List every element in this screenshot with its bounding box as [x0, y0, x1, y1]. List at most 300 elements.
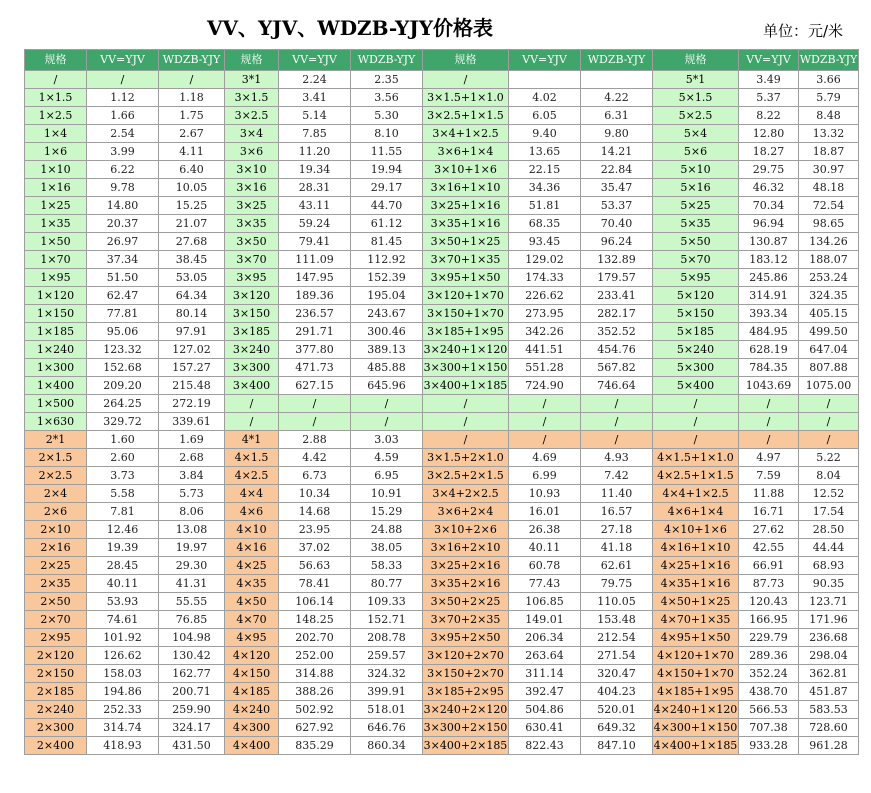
price-cell: 28.50 — [799, 521, 859, 539]
spec-cell: 5×95 — [653, 269, 739, 287]
price-cell: 8.22 — [739, 107, 799, 125]
spec-cell: 3×4+2×2.5 — [423, 485, 509, 503]
spec-cell: 2×35 — [25, 575, 87, 593]
price-cell: 2.60 — [87, 449, 159, 467]
price-cell: 847.10 — [581, 737, 653, 755]
price-cell: 44.44 — [799, 539, 859, 557]
price-cell: 11.55 — [351, 143, 423, 161]
price-cell: / — [799, 431, 859, 449]
price-cell: 298.04 — [799, 647, 859, 665]
spec-cell: 3×2.5 — [225, 107, 279, 125]
price-cell: / — [799, 413, 859, 431]
spec-cell: 1×70 — [25, 251, 87, 269]
spec-cell: 3×240 — [225, 341, 279, 359]
spec-cell: 3×300+2×150 — [423, 719, 509, 737]
price-cell: 233.41 — [581, 287, 653, 305]
price-cell: 28.45 — [87, 557, 159, 575]
price-cell: 90.35 — [799, 575, 859, 593]
price-cell: 6.05 — [509, 107, 581, 125]
price-cell: 148.25 — [279, 611, 351, 629]
spec-cell: / — [653, 413, 739, 431]
price-cell: 12.46 — [87, 521, 159, 539]
price-cell: 1.66 — [87, 107, 159, 125]
spec-cell: 4×1.5 — [225, 449, 279, 467]
price-cell: 259.57 — [351, 647, 423, 665]
price-cell: 109.33 — [351, 593, 423, 611]
column-header: VV=YJV — [279, 50, 351, 71]
price-cell: 7.59 — [739, 467, 799, 485]
spec-cell: 3×70 — [225, 251, 279, 269]
spec-cell: 2×1.5 — [25, 449, 87, 467]
price-cell: 388.26 — [279, 683, 351, 701]
price-cell: 10.91 — [351, 485, 423, 503]
price-cell: 484.95 — [739, 323, 799, 341]
price-cell: 93.45 — [509, 233, 581, 251]
price-cell: 728.60 — [799, 719, 859, 737]
price-cell: / — [739, 431, 799, 449]
price-cell: 314.74 — [87, 719, 159, 737]
price-cell: 2.68 — [159, 449, 225, 467]
price-cell: 1.69 — [159, 431, 225, 449]
table-row — [25, 611, 859, 629]
price-cell: 195.04 — [351, 287, 423, 305]
spec-cell: 1×300 — [25, 359, 87, 377]
spec-cell: 5×4 — [653, 125, 739, 143]
price-cell: 95.06 — [87, 323, 159, 341]
spec-cell: 3×6 — [225, 143, 279, 161]
price-cell: 212.54 — [581, 629, 653, 647]
price-cell: 6.95 — [351, 467, 423, 485]
price-cell: 259.90 — [159, 701, 225, 719]
spec-cell: 3×1.5+1×1.0 — [423, 89, 509, 107]
price-cell: 126.62 — [87, 647, 159, 665]
spec-cell: 2×240 — [25, 701, 87, 719]
spec-cell: / — [225, 395, 279, 413]
table-row — [25, 197, 859, 215]
price-cell: 4.42 — [279, 449, 351, 467]
spec-cell: 1×240 — [25, 341, 87, 359]
price-cell: 5.58 — [87, 485, 159, 503]
price-cell: 4.59 — [351, 449, 423, 467]
spec-cell: 3×10+2×6 — [423, 521, 509, 539]
spec-cell: 3×185+2×95 — [423, 683, 509, 701]
spec-cell: 1×500 — [25, 395, 87, 413]
price-cell: 40.11 — [87, 575, 159, 593]
spec-cell: 2×70 — [25, 611, 87, 629]
price-cell: 583.53 — [799, 701, 859, 719]
price-cell: 10.34 — [279, 485, 351, 503]
spec-cell: 5×6 — [653, 143, 739, 161]
spec-cell: 3×16+2×10 — [423, 539, 509, 557]
spec-cell: / — [653, 395, 739, 413]
price-cell: 188.07 — [799, 251, 859, 269]
price-cell: 8.04 — [799, 467, 859, 485]
price-cell: 28.31 — [279, 179, 351, 197]
price-cell: 438.70 — [739, 683, 799, 701]
price-cell: 149.01 — [509, 611, 581, 629]
price-cell: / — [739, 413, 799, 431]
spec-cell: 4×300 — [225, 719, 279, 737]
price-cell: 8.48 — [799, 107, 859, 125]
price-cell: 79.41 — [279, 233, 351, 251]
price-cell: 271.54 — [581, 647, 653, 665]
table-body — [25, 71, 859, 755]
price-cell: / — [509, 431, 581, 449]
price-cell: 807.88 — [799, 359, 859, 377]
table-row — [25, 269, 859, 287]
price-cell: 38.05 — [351, 539, 423, 557]
column-header: WDZB-YJY — [351, 50, 423, 71]
price-cell — [581, 71, 653, 89]
spec-cell: 1×1.5 — [25, 89, 87, 107]
spec-cell: 4×185 — [225, 683, 279, 701]
spec-cell: 3×2.5+1×1.5 — [423, 107, 509, 125]
spec-cell: 4×150 — [225, 665, 279, 683]
spec-cell: 4×240+1×120 — [653, 701, 739, 719]
price-cell: 59.24 — [279, 215, 351, 233]
price-cell: 499.50 — [799, 323, 859, 341]
price-cell: 76.85 — [159, 611, 225, 629]
spec-cell: 5×2.5 — [653, 107, 739, 125]
table-row — [25, 89, 859, 107]
price-cell: 174.33 — [509, 269, 581, 287]
table-row — [25, 719, 859, 737]
price-cell: 6.99 — [509, 467, 581, 485]
price-cell: 35.47 — [581, 179, 653, 197]
price-cell: 200.71 — [159, 683, 225, 701]
table-row — [25, 395, 859, 413]
table-row — [25, 539, 859, 557]
price-cell: 3.49 — [739, 71, 799, 89]
spec-cell: / — [423, 71, 509, 89]
price-cell: 9.80 — [581, 125, 653, 143]
spec-cell: 3×35 — [225, 215, 279, 233]
spec-cell: 5×16 — [653, 179, 739, 197]
spec-cell: 3×300 — [225, 359, 279, 377]
price-cell: 431.50 — [159, 737, 225, 755]
price-cell: 5.22 — [799, 449, 859, 467]
column-header: 规格 — [653, 50, 739, 71]
price-cell: 14.68 — [279, 503, 351, 521]
price-cell: 152.39 — [351, 269, 423, 287]
price-cell: 7.85 — [279, 125, 351, 143]
spec-cell: 4×50+1×25 — [653, 593, 739, 611]
price-cell: 3.56 — [351, 89, 423, 107]
spec-cell: 5*1 — [653, 71, 739, 89]
price-cell: 157.27 — [159, 359, 225, 377]
price-cell: 106.85 — [509, 593, 581, 611]
price-cell: / — [581, 431, 653, 449]
price-cell: 252.00 — [279, 647, 351, 665]
price-cell: 101.92 — [87, 629, 159, 647]
price-cell: 4.02 — [509, 89, 581, 107]
spec-cell: 4×185+1×95 — [653, 683, 739, 701]
spec-cell: 5×120 — [653, 287, 739, 305]
price-cell: 324.32 — [351, 665, 423, 683]
price-cell: 7.81 — [87, 503, 159, 521]
column-header: VV=YJV — [87, 50, 159, 71]
price-cell: 2.67 — [159, 125, 225, 143]
spec-cell: 4×95 — [225, 629, 279, 647]
table-row — [25, 359, 859, 377]
price-cell: 30.97 — [799, 161, 859, 179]
price-cell: 74.61 — [87, 611, 159, 629]
spec-cell: 5×400 — [653, 377, 739, 395]
price-cell: 60.78 — [509, 557, 581, 575]
spec-cell: 3×50+2×25 — [423, 593, 509, 611]
price-cell: 189.36 — [279, 287, 351, 305]
spec-cell: 1×50 — [25, 233, 87, 251]
price-cell: 314.91 — [739, 287, 799, 305]
spec-cell: 4×6+1×4 — [653, 503, 739, 521]
price-cell: / — [351, 395, 423, 413]
price-cell: 23.95 — [279, 521, 351, 539]
price-cell: 352.52 — [581, 323, 653, 341]
price-cell: 171.96 — [799, 611, 859, 629]
price-cell: 485.88 — [351, 359, 423, 377]
price-cell: 649.32 — [581, 719, 653, 737]
price-cell: 81.45 — [351, 233, 423, 251]
price-cell: 123.32 — [87, 341, 159, 359]
spec-cell: 3×150+2×70 — [423, 665, 509, 683]
price-cell: 64.34 — [159, 287, 225, 305]
spec-cell: 1×120 — [25, 287, 87, 305]
price-cell: / — [799, 395, 859, 413]
price-cell: 19.34 — [279, 161, 351, 179]
spec-cell: 3×95+1×50 — [423, 269, 509, 287]
spec-cell: 4×25+1×16 — [653, 557, 739, 575]
spec-cell: / — [225, 413, 279, 431]
price-cell: 53.93 — [87, 593, 159, 611]
price-cell: 38.45 — [159, 251, 225, 269]
spec-cell: 1×10 — [25, 161, 87, 179]
price-cell: 5.37 — [739, 89, 799, 107]
price-cell: 34.36 — [509, 179, 581, 197]
price-cell: / — [739, 395, 799, 413]
price-cell: 111.09 — [279, 251, 351, 269]
price-cell: 3.41 — [279, 89, 351, 107]
price-cell: 29.75 — [739, 161, 799, 179]
price-cell: 11.40 — [581, 485, 653, 503]
price-cell: 43.11 — [279, 197, 351, 215]
table-row — [25, 215, 859, 233]
price-cell: 645.96 — [351, 377, 423, 395]
price-cell: 329.72 — [87, 413, 159, 431]
price-cell: 551.28 — [509, 359, 581, 377]
spec-cell: 4×2.5+1×1.5 — [653, 467, 739, 485]
price-cell: 784.35 — [739, 359, 799, 377]
price-cell: 127.02 — [159, 341, 225, 359]
price-cell: 15.25 — [159, 197, 225, 215]
price-cell: 10.05 — [159, 179, 225, 197]
table-row — [25, 593, 859, 611]
price-cell: 392.47 — [509, 683, 581, 701]
spec-cell: 4×25 — [225, 557, 279, 575]
price-cell: 21.07 — [159, 215, 225, 233]
price-cell: 15.29 — [351, 503, 423, 521]
price-cell: 112.92 — [351, 251, 423, 269]
price-cell: 123.71 — [799, 593, 859, 611]
spec-cell: 4*1 — [225, 431, 279, 449]
price-cell: / — [87, 71, 159, 89]
price-cell: 628.19 — [739, 341, 799, 359]
price-cell: 263.64 — [509, 647, 581, 665]
price-cell: 724.90 — [509, 377, 581, 395]
table-row — [25, 323, 859, 341]
table-row — [25, 575, 859, 593]
price-cell: 96.24 — [581, 233, 653, 251]
spec-cell: 2×95 — [25, 629, 87, 647]
price-cell: / — [581, 395, 653, 413]
price-cell: 37.02 — [279, 539, 351, 557]
spec-cell: 3×16+1×10 — [423, 179, 509, 197]
price-cell: 6.31 — [581, 107, 653, 125]
spec-cell: 4×120 — [225, 647, 279, 665]
price-cell: 41.18 — [581, 539, 653, 557]
price-cell: 40.11 — [509, 539, 581, 557]
price-table — [24, 49, 859, 755]
price-cell: 96.94 — [739, 215, 799, 233]
price-cell: 3.99 — [87, 143, 159, 161]
price-cell: 62.47 — [87, 287, 159, 305]
price-cell: 567.82 — [581, 359, 653, 377]
spec-cell: 4×6 — [225, 503, 279, 521]
price-cell: 860.34 — [351, 737, 423, 755]
price-cell: 1043.69 — [739, 377, 799, 395]
spec-cell: 4×120+1×70 — [653, 647, 739, 665]
spec-cell: 3×70+1×35 — [423, 251, 509, 269]
price-cell: 62.61 — [581, 557, 653, 575]
table-row — [25, 125, 859, 143]
table-row — [25, 143, 859, 161]
spec-cell: 3×6+2×4 — [423, 503, 509, 521]
price-cell: 6.22 — [87, 161, 159, 179]
table-row — [25, 503, 859, 521]
price-cell: 16.57 — [581, 503, 653, 521]
spec-cell: 1×4 — [25, 125, 87, 143]
table-row — [25, 485, 859, 503]
price-cell: 179.57 — [581, 269, 653, 287]
spec-cell: 3×400+1×185 — [423, 377, 509, 395]
spec-cell: 3×400+2×185 — [423, 737, 509, 755]
table-row — [25, 341, 859, 359]
spec-cell: 5×35 — [653, 215, 739, 233]
spec-cell: 4×70 — [225, 611, 279, 629]
price-cell: 324.35 — [799, 287, 859, 305]
unit-label: 单位：元/米 — [762, 22, 843, 40]
spec-cell: 3×16 — [225, 179, 279, 197]
price-cell: 627.15 — [279, 377, 351, 395]
price-cell: 13.65 — [509, 143, 581, 161]
spec-cell: 3×25 — [225, 197, 279, 215]
spec-cell: 2×25 — [25, 557, 87, 575]
price-cell: 18.87 — [799, 143, 859, 161]
price-cell: 4.11 — [159, 143, 225, 161]
price-cell: 11.20 — [279, 143, 351, 161]
price-cell: 3.73 — [87, 467, 159, 485]
spec-cell: / — [423, 395, 509, 413]
price-cell: 97.91 — [159, 323, 225, 341]
column-header: 规格 — [225, 50, 279, 71]
table-row — [25, 179, 859, 197]
spec-cell: 4×35 — [225, 575, 279, 593]
price-cell: 10.93 — [509, 485, 581, 503]
spec-cell: / — [25, 71, 87, 89]
column-header: VV=YJV — [739, 50, 799, 71]
table-row — [25, 647, 859, 665]
price-cell: 29.17 — [351, 179, 423, 197]
spec-cell: 1×400 — [25, 377, 87, 395]
price-cell: 58.33 — [351, 557, 423, 575]
spec-cell: 4×1.5+1×1.0 — [653, 449, 739, 467]
price-cell: 56.63 — [279, 557, 351, 575]
price-cell: 130.42 — [159, 647, 225, 665]
spec-cell: 3×300+1×150 — [423, 359, 509, 377]
spec-cell: 4×4+1×2.5 — [653, 485, 739, 503]
spec-cell: 1×185 — [25, 323, 87, 341]
spec-cell: 3×70+2×35 — [423, 611, 509, 629]
spec-cell: 3×120+2×70 — [423, 647, 509, 665]
price-cell: 3.03 — [351, 431, 423, 449]
spec-cell: 1×25 — [25, 197, 87, 215]
price-cell: 77.81 — [87, 305, 159, 323]
price-cell: 229.79 — [739, 629, 799, 647]
price-cell: 68.93 — [799, 557, 859, 575]
spec-cell: / — [423, 431, 509, 449]
spec-cell: 3×95 — [225, 269, 279, 287]
price-cell: 441.51 — [509, 341, 581, 359]
price-cell: 42.55 — [739, 539, 799, 557]
price-cell: 80.77 — [351, 575, 423, 593]
header-row — [25, 50, 859, 71]
spec-cell: 4×400+1×185 — [653, 737, 739, 755]
spec-cell: 3×50+1×25 — [423, 233, 509, 251]
table-row — [25, 629, 859, 647]
spec-cell: 4×16+1×10 — [653, 539, 739, 557]
price-cell: / — [279, 413, 351, 431]
price-cell: 451.87 — [799, 683, 859, 701]
price-cell: 454.76 — [581, 341, 653, 359]
spec-cell: 3×400 — [225, 377, 279, 395]
price-cell: 6.40 — [159, 161, 225, 179]
price-cell: 339.61 — [159, 413, 225, 431]
price-cell: 80.14 — [159, 305, 225, 323]
price-cell: 13.32 — [799, 125, 859, 143]
spec-cell: 4×35+1×16 — [653, 575, 739, 593]
spec-cell: 3×240+1×120 — [423, 341, 509, 359]
spec-cell: 5×70 — [653, 251, 739, 269]
price-cell: 245.86 — [739, 269, 799, 287]
price-cell: 98.65 — [799, 215, 859, 233]
spec-cell: 3×25+1×16 — [423, 197, 509, 215]
price-cell: 22.84 — [581, 161, 653, 179]
spec-cell: 3×50 — [225, 233, 279, 251]
price-cell: 630.41 — [509, 719, 581, 737]
table-row — [25, 233, 859, 251]
price-cell: 41.31 — [159, 575, 225, 593]
price-cell: 152.68 — [87, 359, 159, 377]
price-cell: 6.73 — [279, 467, 351, 485]
price-cell: 51.50 — [87, 269, 159, 287]
price-cell: 11.88 — [739, 485, 799, 503]
price-cell: 51.81 — [509, 197, 581, 215]
column-header: VV=YJV — [509, 50, 581, 71]
price-cell: 566.53 — [739, 701, 799, 719]
table-row — [25, 701, 859, 719]
price-cell: 162.77 — [159, 665, 225, 683]
spec-cell: 2×300 — [25, 719, 87, 737]
price-cell: 226.62 — [509, 287, 581, 305]
